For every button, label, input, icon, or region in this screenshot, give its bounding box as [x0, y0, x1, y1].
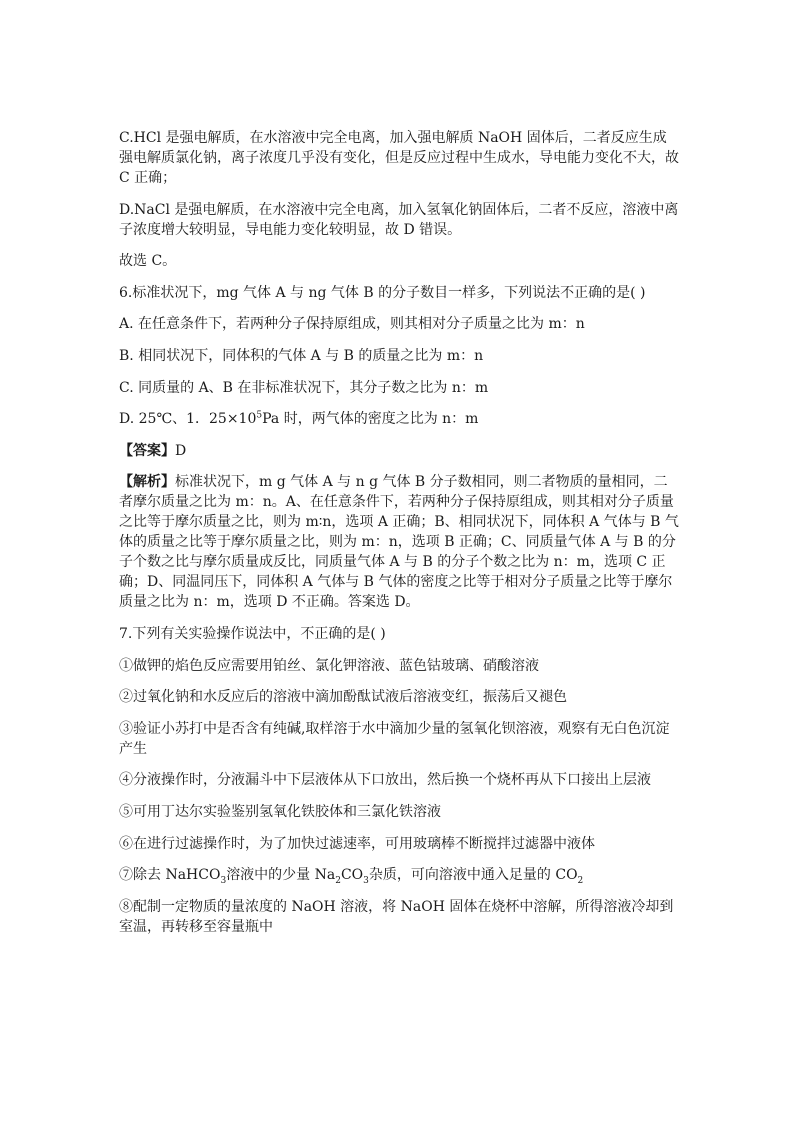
q7-item-2: ②过氧化钠和水反应后的溶液中滴加酚酞试液后溶液变红，振荡后又褪色	[119, 689, 567, 706]
q6-analysis	[119, 472, 679, 612]
q6-option-a: A. 在任意条件下，若两种分子保持原组成，则其相对分子质量之比为 m：n	[119, 316, 585, 333]
q5-conclusion: 故选 C。	[119, 253, 177, 270]
q7-item-3: ③验证小苏打中是否含有纯碱,取样溶于水中滴加少量的氢氧化钡溶液，观察有无白色沉淀产生	[119, 720, 670, 757]
q7-7-text-a: ⑦除去 NaHCO	[119, 867, 221, 884]
q7-7-sub-2: 2	[335, 875, 341, 886]
q6-option-c: C. 同质量的 A、B 在非标准状况下，其分子数之比为 n：m	[119, 379, 489, 396]
q7-item-6: ⑥在进行过滤操作时，为了加快过滤速率，可用玻璃棒不断搅拌过滤器中液体	[119, 835, 595, 852]
q7-7-text-c: CO	[340, 867, 364, 884]
q7-7-sub-4: 2	[577, 875, 584, 886]
analysis-text: 标准状况下，m g 气体 A 与 n g 气体 B 分子数相同，则二者物质的量相同，二者摩尔质量之比为 m：n。A、在任意条件下，若两种分子保持原组成，则其相对分子质量之比等于摩尔质量之比，则为 m∶n，选项 A 正确；B、相同状况下，同体积 A 气体与 B 气体的质量之比等于摩尔质量之比，则为 m：n，选项 B 正确；C、同质量气体 A 与 B 的分子个数之比与摩尔质量成反比，同质量气体 A 与 B 的分子个数之比为 n：m，选项 C 正确；D、同温同压下，同体积 A 气体与 B 气体的密度之比等于相对分子质量之比等于摩尔质量之比为 n：m，选项 D 不正确。答案选 D。	[119, 474, 679, 611]
q6-d-post: Pa 时，两气体的密度之比为 n：m	[262, 411, 479, 428]
q7-item-5: ⑤可用丁达尔实验鉴别氢氧化铁胶体和三氯化铁溶液	[119, 803, 441, 820]
answer-value: D	[175, 442, 187, 459]
q7-item-8: ⑧配制一定物质的量浓度的 NaOH 溶液，将 NaOH 固体在烧杯中溶解，所得溶液冷却到室温，再转移至容量瓶中	[119, 898, 674, 935]
q6-option-d	[119, 409, 679, 429]
answer-label: 【答案】	[119, 442, 175, 459]
q6-answer	[119, 441, 679, 461]
document-page	[119, 128, 679, 948]
q7-7-text-d: 杂质，可向溶液中通入足量的 CO	[368, 867, 578, 884]
q7-stem: 7.下列有关实验操作说法中，不正确的是( )	[119, 625, 386, 642]
option-c-explanation: C.HCl 是强电解质，在水溶液中完全电离，加入强电解质 NaOH 固体后，二者反应生成强电解质氯化钠，离子浓度几乎没有变化，但是反应过程中生成水，导电能力变化不大，故 C 正确；	[119, 130, 679, 186]
q7-7-sub-1: 3	[220, 875, 227, 886]
q6-d-pre: D. 25℃、1．25×10	[119, 411, 257, 428]
q6-stem: 6.标准状况下，mg 气体 A 与 ng 气体 B 的分子数目一样多，下列说法不正确的是( )	[119, 284, 646, 301]
q6-option-b: B. 相同状况下，同体积的气体 A 与 B 的质量之比为 m：n	[119, 347, 484, 364]
q6-d-exponent: 5	[256, 410, 263, 421]
q7-item-7	[119, 865, 679, 885]
q7-item-4: ④分液操作时，分液漏斗中下层液体从下口放出，然后换一个烧杯再从下口接出上层液	[119, 772, 651, 789]
q7-7-sub-3: 3	[363, 875, 369, 886]
q7-item-1: ①做钾的焰色反应需要用铂丝、氯化钾溶液、蓝色钴玻璃、硝酸溶液	[119, 657, 539, 674]
analysis-label: 【解析】	[119, 474, 175, 491]
q7-7-text-b: 溶液中的少量 Na	[226, 867, 336, 884]
option-d-explanation: D.NaCl 是强电解质，在水溶液中完全电离，加入氢氧化钠固体后，二者不反应，溶液中离子浓度增大较明显，导电能力变化较明显，故 D 错误。	[119, 201, 679, 238]
